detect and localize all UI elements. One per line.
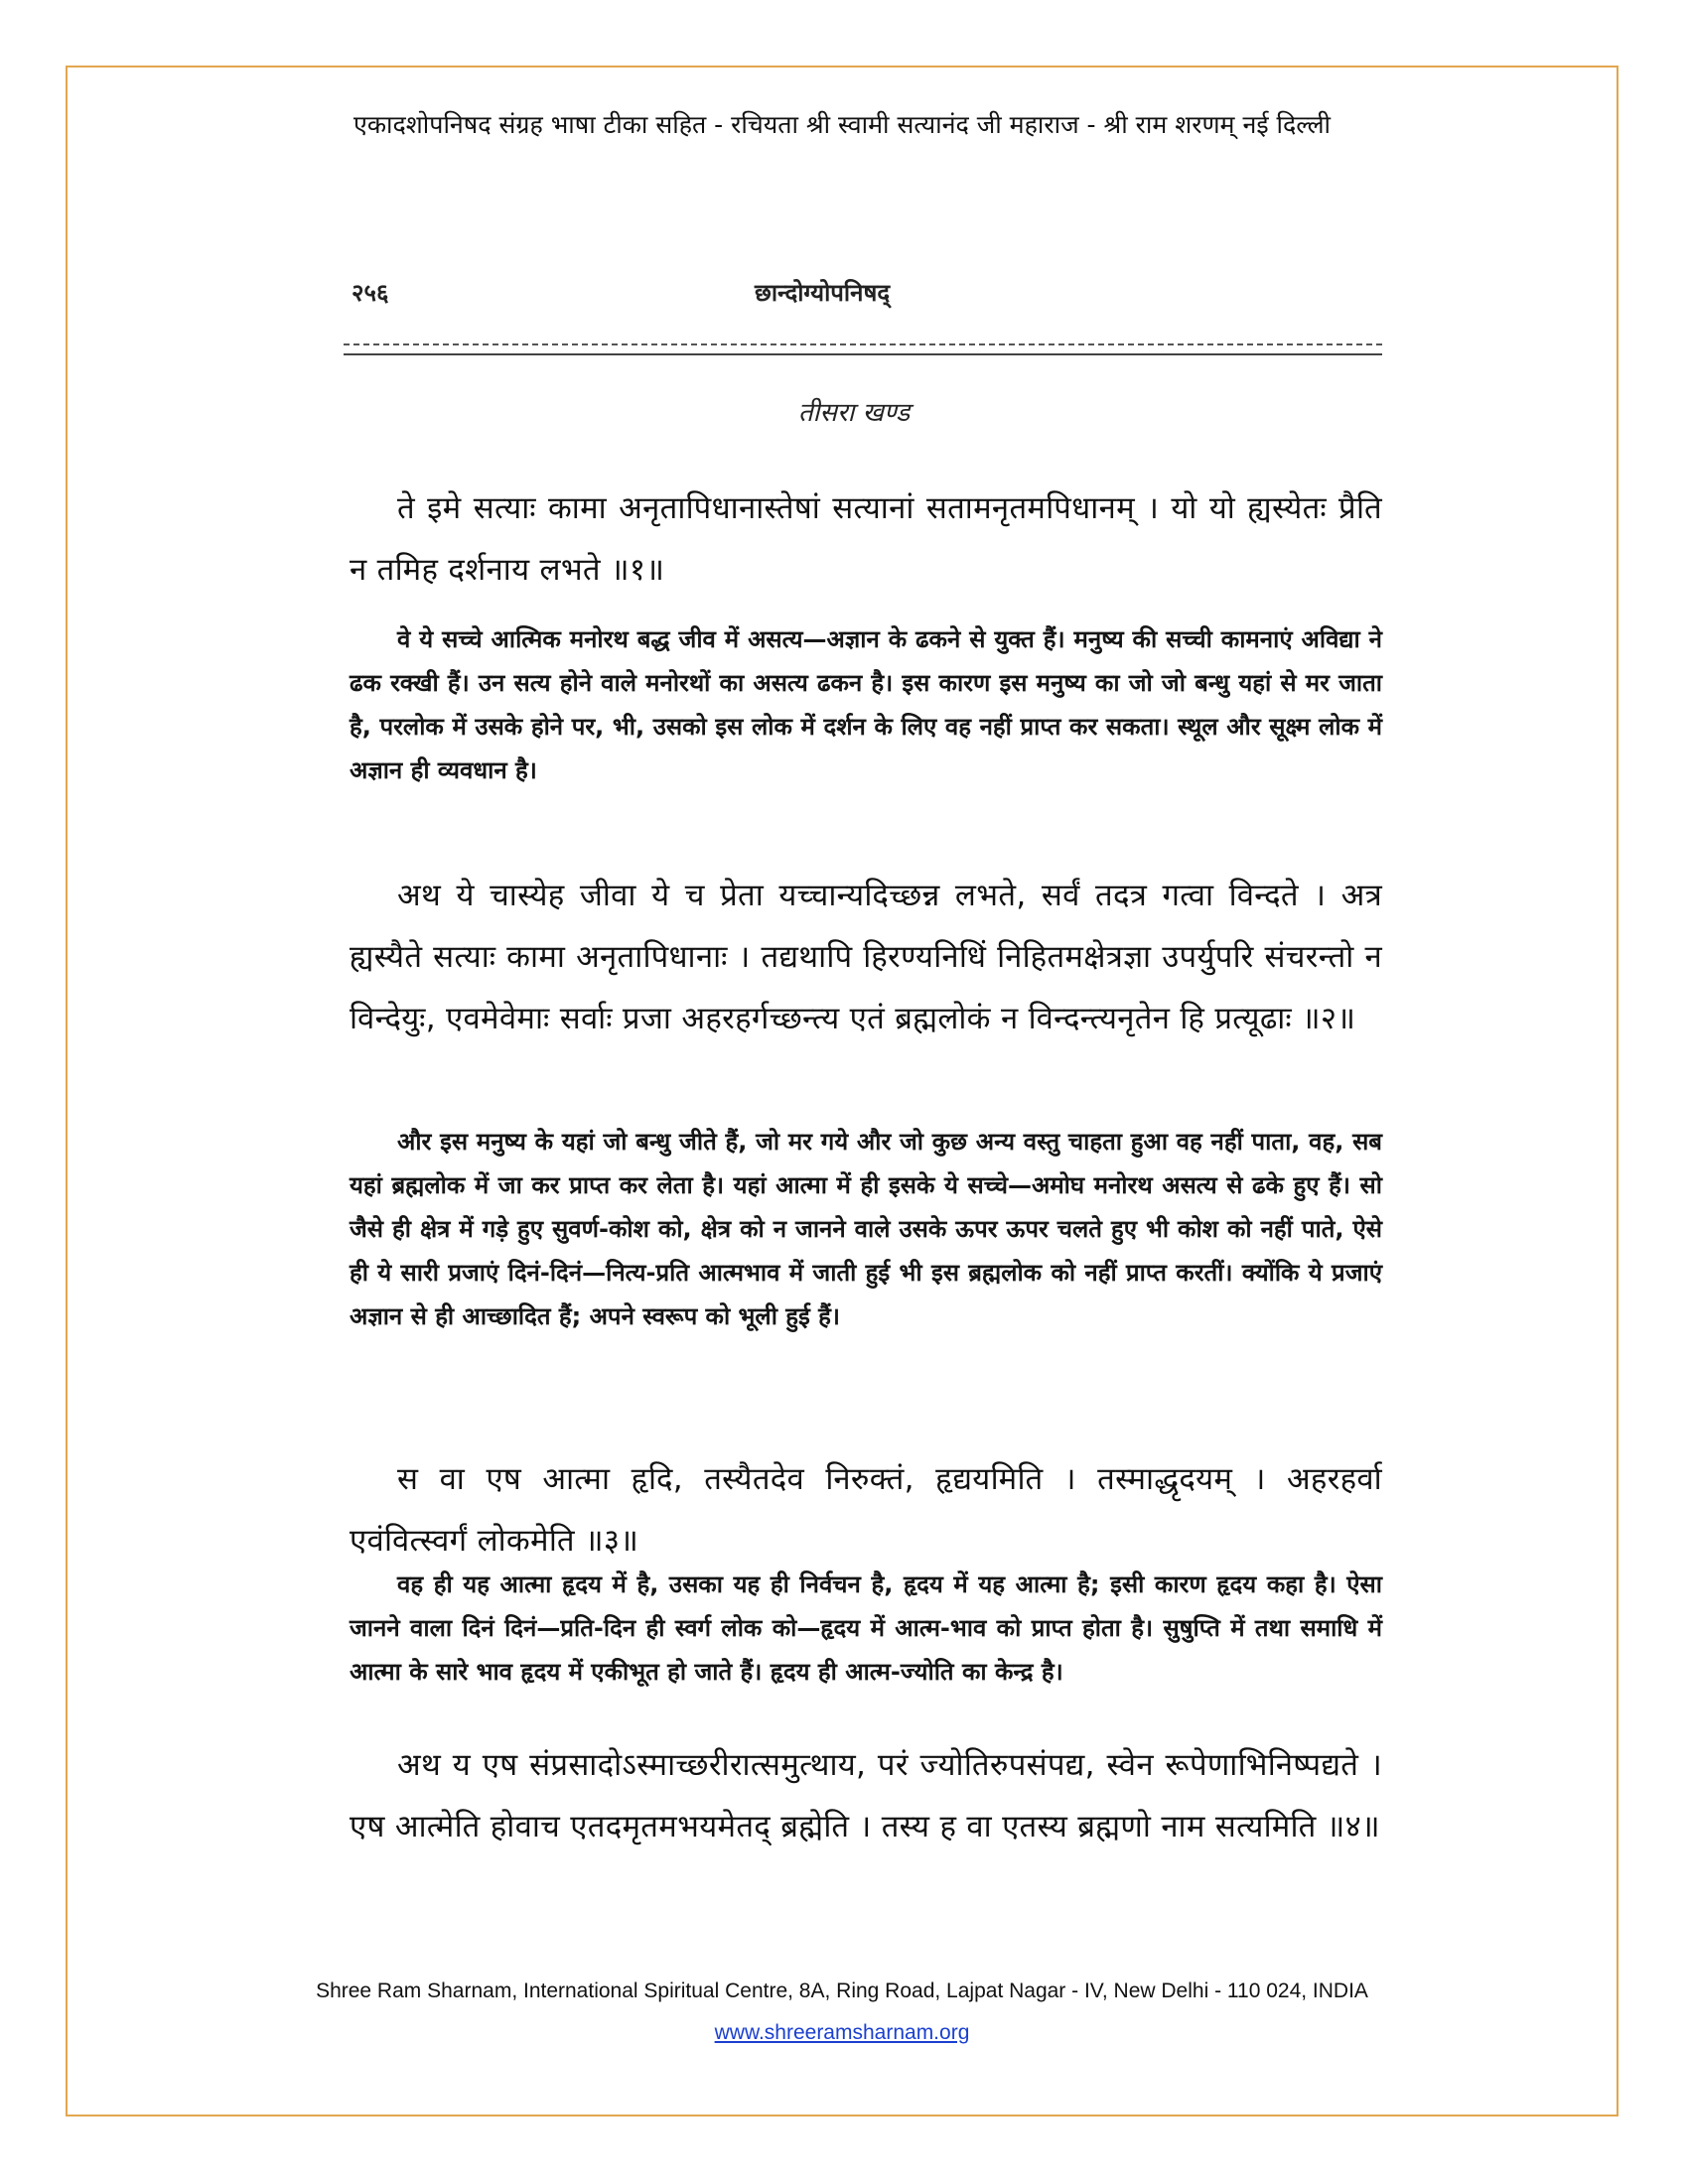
page-number: २५६ <box>352 278 389 307</box>
hindi-gloss-3: वह ही यह आत्मा हृदय में है, उसका यह ही निर्वचन है, हृदय में यह आत्मा है; इसी कारण हृदय कहा है। ऐसा जानने वाला दिनं दिनं—प्रति-दिन ही स्वर्ग लोक को—हृदय में आत्म-भाव को प्राप्त होता है। सुषुप्ति में तथा समाधि में आत्मा के सारे भाव हृदय में एकीभूत हो जाते हैं। हृदय ही आत्म-ज्योति का केन्द्र है। <box>350 1570 1382 1686</box>
hindi-gloss-2: और इस मनुष्य के यहां जो बन्धु जीते हैं, जो मर गये और जो कुछ अन्य वस्तु चाहता हुआ वह नहीं पाता, वह, सब यहां ब्रह्मलोक में जा कर प्राप्त कर लेता है। यहां आत्मा में ही इसके ये सच्चे—अमोघ मनोरथ असत्य से ढके हुए हैं। सो जैसे ही क्षेत्र में गड़े हुए सुवर्ण-कोश को, क्षेत्र को न जानने वाले उसके ऊपर ऊपर चलते हुए भी कोश को नहीं पाते, ऐसे ही ये सारी प्रजाएं दिनं-दिनं—नित्य-प्रति आत्मभाव में जाती हुई भी इस ब्रह्मलोक को नहीं प्राप्त करतीं। क्योंकि ये प्रजाएं अज्ञान से ही आच्छादित हैं; अपने स्वरूप को भूली हुई हैं। <box>350 1128 1382 1330</box>
page-title: छान्दोग्योपनिषद् <box>755 278 891 307</box>
sanskrit-verse-2: अथ ये चास्येह जीवा ये च प्रेता यच्चान्यदिच्छन्न लभते, सर्वं तदत्र गत्वा विन्दते । अत्र ह्यस्यैते सत्याः कामा अनृतापिधानाः । तद्यथापि हिरण्यनिधिं निहितमक्षेत्रज्ञा उपर्युपरि संचरन्तो न विन्देयुः, एवमेवेमाः सर्वाः प्रजा अहरहर्गच्छन्त्य एतं ब्रह्मलोकं न विन्दन्त्यनृतेन हि प्रत्यूढाः ॥२॥ <box>350 878 1382 1036</box>
sanskrit-verse-3: स वा एष आत्मा हृदि, तस्यैतदेव निरुक्तं, हृद्ययमिति । तस्माद्धृदयम् । अहरहर्वा एवंवित्स्वर्गं लोकमेति ॥३॥ <box>350 1461 1382 1559</box>
page-head <box>328 272 1380 312</box>
sanskrit-verse-1: ते इमे सत्याः कामा अनृतापिधानास्तेषां सत्यानां सतामनृतमपिधानम् । यो यो ह्यस्येतः प्रैति न तमिह दर्शनाय लभते ॥१॥ <box>350 490 1382 588</box>
hindi-gloss-1: वे ये सच्चे आत्मिक मनोरथ बद्ध जीव में असत्य—अज्ञान के ढकने से युक्त हैं। मनुष्य की सच्ची कामनाएं अविद्या ने ढक रक्खी हैं। उन सत्य होने वाले मनोरथों का असत्य ढकन है। इस कारण इस मनुष्य का जो जो बन्धु यहां से मर जाता है, परलोक में उसके होने पर, भी, उसको इस लोक में दर्शन के लिए वह नहीं प्राप्त कर सकता। स्थूल और सूक्ष्म लोक में अज्ञान ही व्यवधान है। <box>350 625 1382 784</box>
footer-address: Shree Ram Sharnam, International Spiritual Centre, 8A, Ring Road, Lajpat Nagar - IV, New Delhi - 110 024, INDIA <box>316 1979 1368 2002</box>
website-link[interactable]: www.shreeramsharnam.org <box>714 2021 970 2044</box>
running-header: एकादशोपनिषद संग्रह भाषा टीका सहित - रचियता श्री स्वामी सत्यानंद जी महाराज - श्री राम शरणम् नई दिल्ली <box>353 110 1331 139</box>
header-rule-solid <box>344 353 1382 355</box>
section-title: तीसरा खण्ड <box>797 398 911 428</box>
scanned-page <box>328 248 1430 1966</box>
header-rule-dashed <box>344 343 1382 345</box>
sanskrit-verse-4: अथ य एष संप्रसादोऽस्माच्छरीरात्समुत्थाय, परं ज्योतिरुपसंपद्य, स्वेन रूपेणाभिनिष्पद्यते । एष आत्मेति होवाच एतदमृतमभयमेतद् ब्रह्मेति । तस्य ह वा एतस्य ब्रह्मणो नाम सत्यमिति ॥४॥ <box>350 1747 1382 1844</box>
